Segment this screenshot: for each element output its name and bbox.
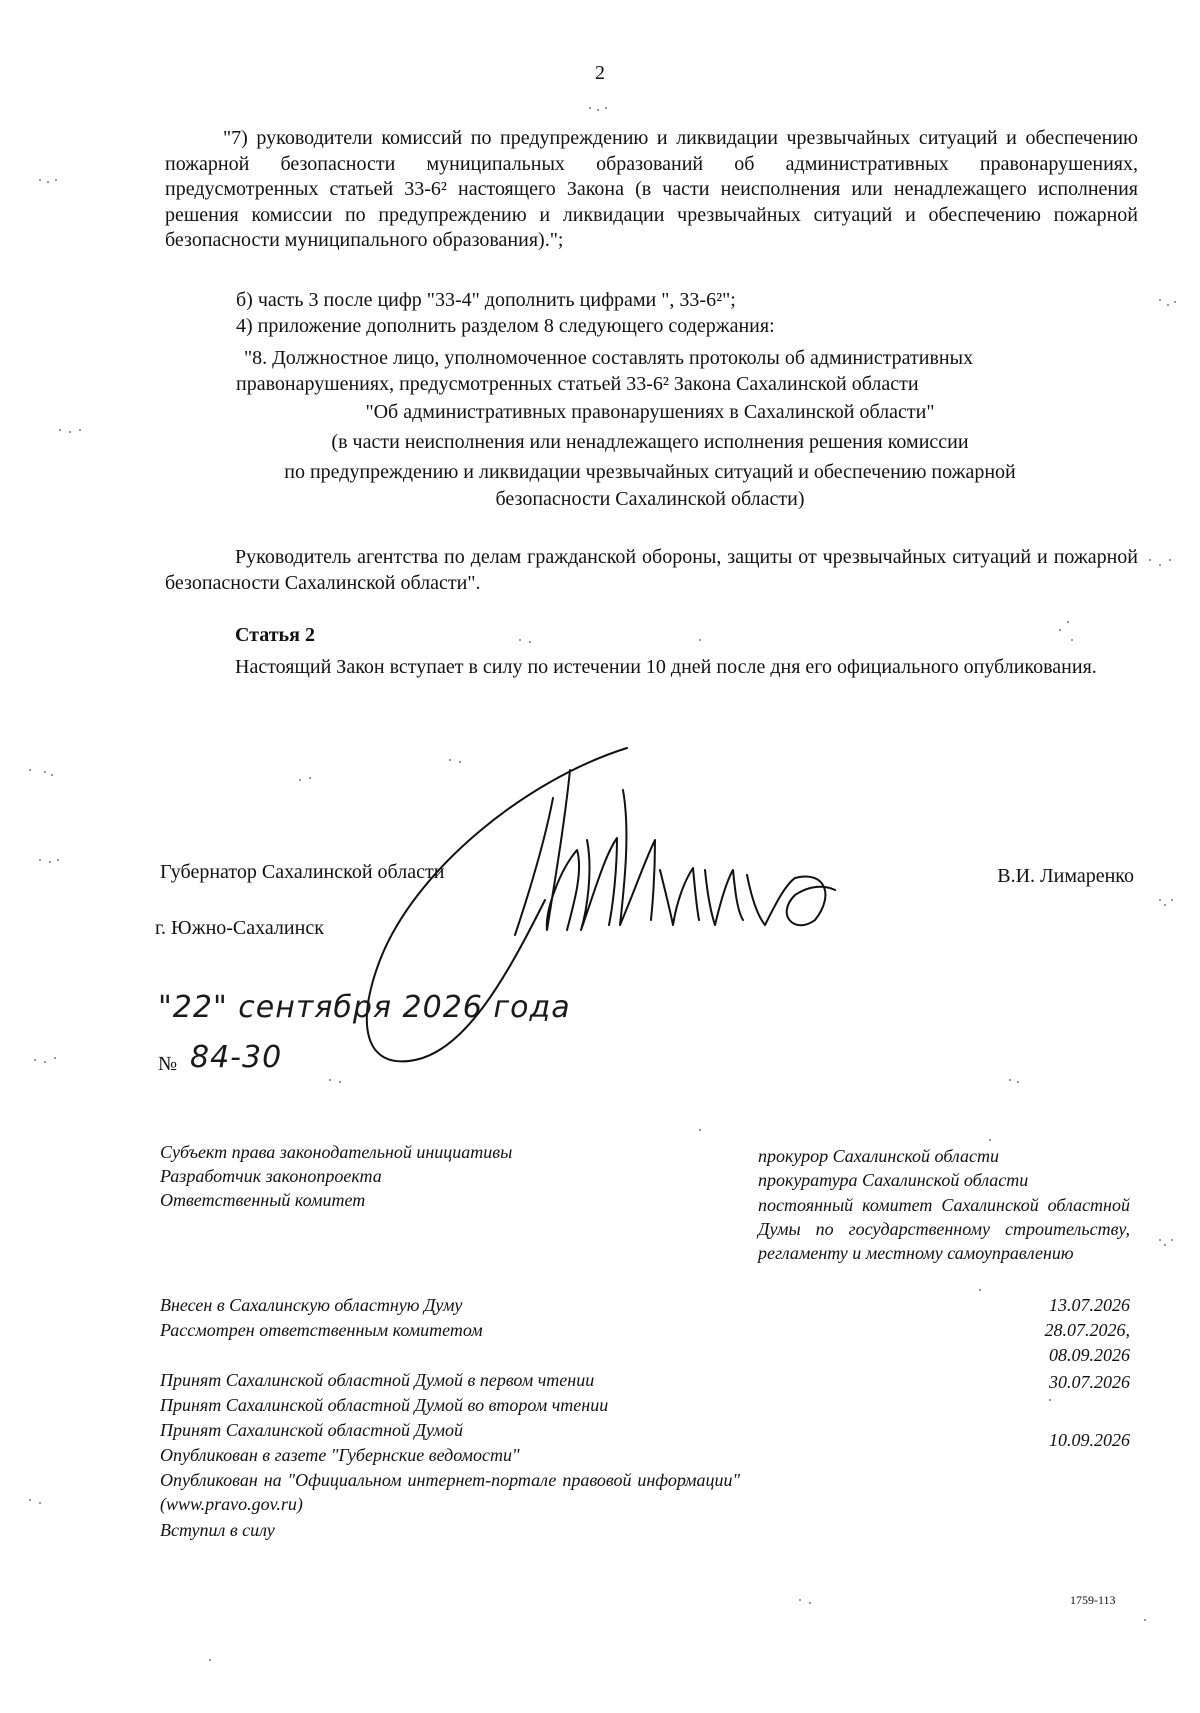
meta-initiative-label: Субъект права законодательной инициативы bbox=[160, 1142, 513, 1162]
meta-developer-label: Разработчик законопроекта bbox=[160, 1166, 382, 1186]
section-8-line-1: "8. Должностное лицо, уполномоченное составлять протоколы об административных bbox=[244, 347, 974, 369]
section-8-line-6: безопасности Сахалинской области) bbox=[495, 488, 805, 510]
section-8-line-3: "Об административных правонарушениях в Сахалинской области" bbox=[365, 401, 935, 423]
history-label: Принят Сахалинской областной Думой bbox=[160, 1420, 464, 1440]
meta-committee-value: постоянный комитет Сахалинской областной Думы по государственному строительству, регламенту и местному самоуправлению bbox=[758, 1195, 1130, 1264]
article-2-text: Настоящий Закон вступает в силу по истечении 10 дней после дня его официального опубликования. bbox=[235, 656, 1097, 678]
paragraph-7: "7) руководители комиссий по предупреждению и ликвидации чрезвычайных ситуаций и обеспечению пожарной безопасности муниципальных образований об административных правонарушениях, предусмотренных статьей 33-6² настоящего Закона (в части неисполнения или ненадлежащего исполнения решения комиссии по предупреждению и ликвидации чрезвычайных ситуаций и обеспечению пожарной безопасности муниципального образования)."; bbox=[165, 127, 1138, 252]
page-number: 2 bbox=[595, 62, 605, 84]
item-b: б) часть 3 после цифр "33-4" дополнить цифрами ", 33-6²"; bbox=[236, 289, 736, 311]
meta-initiative-value: прокурор Сахалинской области bbox=[758, 1146, 999, 1166]
section-8-line-4: (в части неисполнения или ненадлежащего исполнения решения комиссии bbox=[331, 431, 969, 453]
head-paragraph: Руководитель агентства по делам гражданской обороны, защиты от чрезвычайных ситуаций и пожарной безопасности Сахалинской области". bbox=[165, 546, 1138, 594]
city: г. Южно-Сахалинск bbox=[155, 917, 324, 939]
section-8-line-2: правонарушениях, предусмотренных статьей 33-6² Закона Сахалинской области bbox=[236, 373, 919, 395]
history-label: Опубликован на "Официальном интернет-портале правовой информации" (www.pravo.gov.ru) bbox=[160, 1470, 740, 1515]
history-label: Принят Сахалинской областной Думой в первом чтении bbox=[160, 1370, 595, 1390]
history-label: Внесен в Сахалинскую областную Думу bbox=[160, 1295, 463, 1315]
number-prefix: № bbox=[158, 1053, 178, 1075]
governor-name: В.И. Лимаренко bbox=[997, 865, 1134, 887]
date-handwritten: "22" сентября 2026 года bbox=[158, 990, 571, 1025]
history-label: Опубликован в газете "Губернские ведомости" bbox=[160, 1445, 520, 1465]
history-date: 30.07.2026 bbox=[1049, 1372, 1130, 1392]
section-8-line-5: по предупреждению и ликвидации чрезвычайных ситуаций и обеспечению пожарной bbox=[284, 461, 1016, 483]
history-label: Рассмотрен ответственным комитетом bbox=[160, 1320, 483, 1340]
item-4: 4) приложение дополнить разделом 8 следующего содержания: bbox=[236, 315, 775, 337]
meta-developer-value: прокуратура Сахалинской области bbox=[758, 1170, 1029, 1190]
history-date: 13.07.2026 bbox=[1049, 1295, 1130, 1315]
meta-committee-label: Ответственный комитет bbox=[160, 1190, 366, 1210]
signature bbox=[355, 720, 895, 1080]
history-label: Принят Сахалинской областной Думой во втором чтении bbox=[160, 1395, 609, 1415]
history-label: Вступил в силу bbox=[160, 1520, 275, 1540]
history-date: 08.09.2026 bbox=[1049, 1345, 1130, 1365]
footer-code: 1759-113 bbox=[1070, 1593, 1116, 1607]
number-handwritten: 84-30 bbox=[190, 1040, 283, 1075]
governor-title: Губернатор Сахалинской области bbox=[160, 861, 445, 883]
article-2-title: Статья 2 bbox=[235, 624, 315, 646]
history-date: 10.09.2026 bbox=[1049, 1430, 1130, 1450]
history-date: 28.07.2026, bbox=[1044, 1320, 1130, 1340]
